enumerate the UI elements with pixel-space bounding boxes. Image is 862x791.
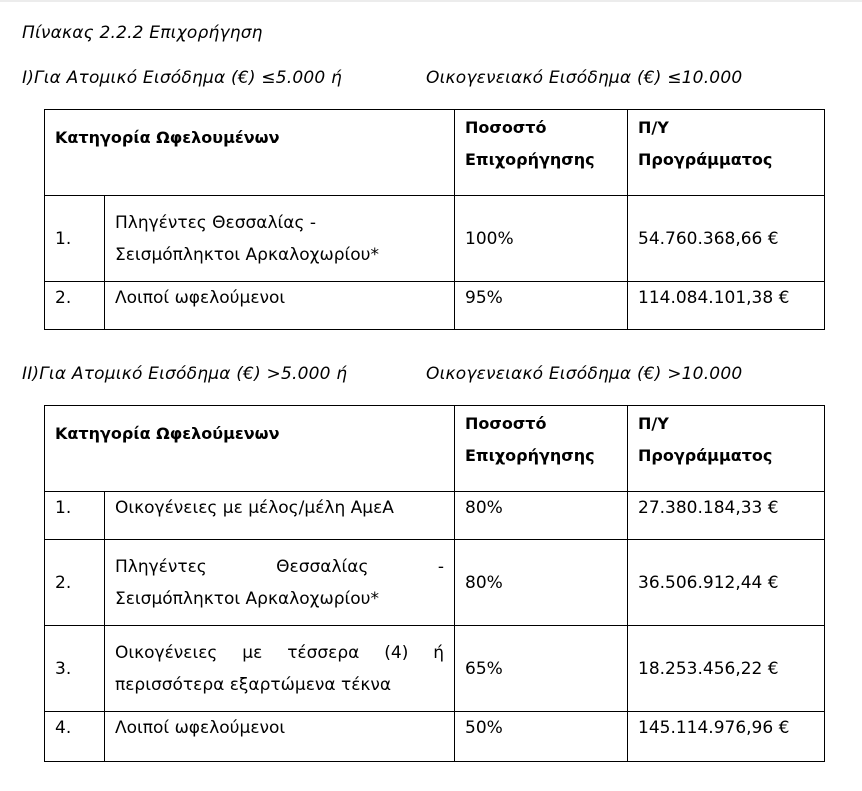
row-percentage: 50% xyxy=(455,712,628,762)
section1-condition-family: Οικογενειακό Εισόδημα (€) ≤10.000 xyxy=(426,68,743,88)
header-percentage-line1: Ποσοστό xyxy=(465,414,547,433)
row-percentage: 80% xyxy=(455,492,628,540)
row-number: 1. xyxy=(45,196,105,282)
header-budget-line2: Προγράμματος xyxy=(638,446,773,465)
row-percentage: 80% xyxy=(455,540,628,626)
row-category: Λοιποί ωφελούμενοι xyxy=(105,712,455,762)
row-budget: 114.084.101,38 € xyxy=(628,282,825,330)
header-budget xyxy=(628,406,825,492)
grant-table-low-income xyxy=(44,109,825,330)
row-number: 4. xyxy=(45,712,105,762)
row-budget: 54.760.368,66 € xyxy=(628,196,825,282)
section2-condition-individual: II)Για Ατομικό Εισόδημα (€) >5.000 ή xyxy=(22,364,348,384)
row-budget: 36.506.912,44 € xyxy=(628,540,825,626)
header-category: Κατηγορία Ωφελουμένων xyxy=(45,110,455,196)
table-row xyxy=(45,626,825,712)
header-budget-line2: Προγράμματος xyxy=(638,150,773,169)
row-number: 3. xyxy=(45,626,105,712)
row-category xyxy=(105,626,455,712)
header-budget-line1: Π/Υ xyxy=(638,414,669,433)
header-percentage-line2: Επιχορήγησης xyxy=(465,446,595,465)
row-category: Λοιποί ωφελούμενοι xyxy=(105,282,455,330)
row-category xyxy=(105,196,455,282)
row-category-line1: Πληγέντες Θεσσαλίας - xyxy=(115,212,317,233)
table-row xyxy=(45,282,825,330)
row-budget: 145.114.976,96 € xyxy=(628,712,825,762)
section2-condition-family: Οικογενειακό Εισόδημα (€) >10.000 xyxy=(426,364,743,384)
table-row xyxy=(45,196,825,282)
section1-condition-individual: I)Για Ατομικό Εισόδημα (€) ≤5.000 ή xyxy=(22,68,342,88)
header-percentage-line1: Ποσοστό xyxy=(465,118,547,137)
table-header-row xyxy=(45,110,825,196)
row-category xyxy=(105,540,455,626)
row-category-line1: Οικογένειες με τέσσερα (4) ή xyxy=(115,642,444,663)
row-category-line2: Σεισμόπληκτοι Αρκαλοχωρίου* xyxy=(115,244,379,265)
header-budget-line1: Π/Υ xyxy=(638,118,669,137)
grant-table-high-income xyxy=(44,405,825,762)
row-number: 2. xyxy=(45,282,105,330)
table-row xyxy=(45,492,825,540)
row-percentage: 65% xyxy=(455,626,628,712)
table-row xyxy=(45,712,825,762)
row-budget: 18.253.456,22 € xyxy=(628,626,825,712)
row-number: 2. xyxy=(45,540,105,626)
row-category: Οικογένειες με μέλος/μέλη ΑμεΑ xyxy=(105,492,455,540)
row-percentage: 100% xyxy=(455,196,628,282)
row-category-line1: Πληγέντες Θεσσαλίας - xyxy=(115,556,444,577)
row-number: 1. xyxy=(45,492,105,540)
page-top-rule xyxy=(0,0,862,2)
row-category-line2: Σεισμόπληκτοι Αρκαλοχωρίου* xyxy=(115,588,379,609)
header-percentage xyxy=(455,110,628,196)
table-header-row xyxy=(45,406,825,492)
table-title: Πίνακας 2.2.2 Επιχορήγηση xyxy=(22,23,263,43)
header-percentage-line2: Επιχορήγησης xyxy=(465,150,595,169)
row-budget: 27.380.184,33 € xyxy=(628,492,825,540)
header-percentage xyxy=(455,406,628,492)
row-percentage: 95% xyxy=(455,282,628,330)
table-row xyxy=(45,540,825,626)
header-budget xyxy=(628,110,825,196)
header-category: Κατηγορία Ωφελούμενων xyxy=(45,406,455,492)
row-category-line2: περισσότερα εξαρτώμενα τέκνα xyxy=(115,674,392,695)
